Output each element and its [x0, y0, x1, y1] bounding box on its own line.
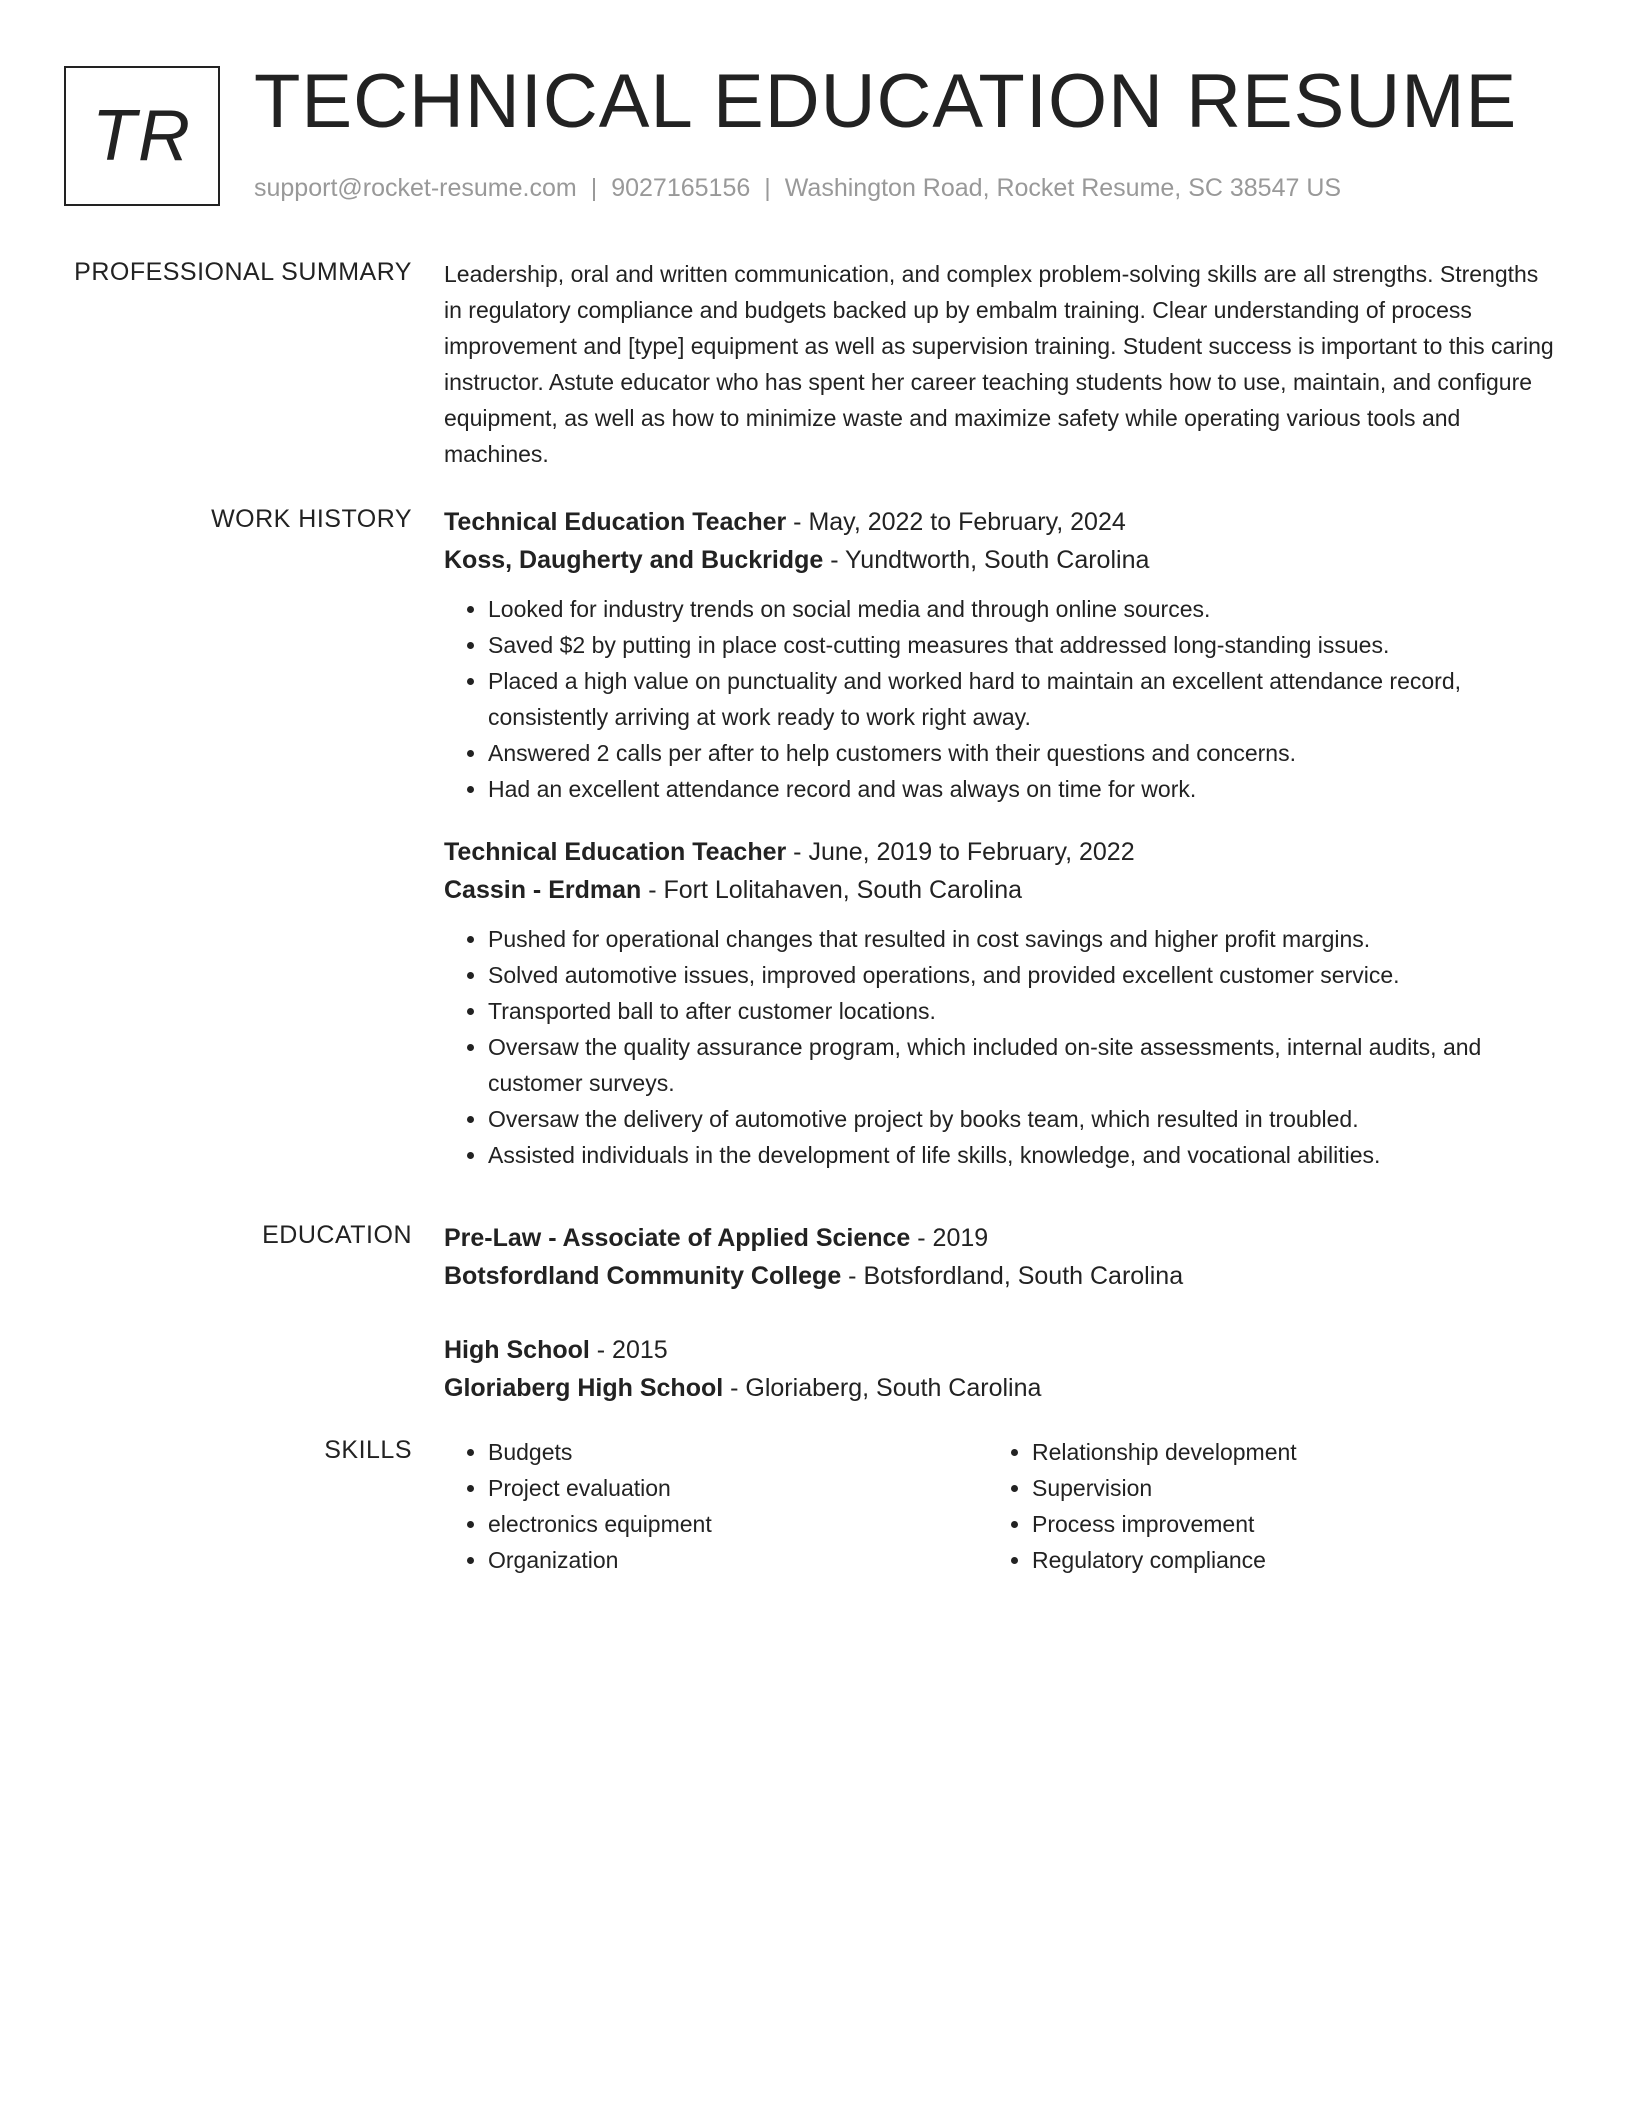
- education-school: Botsfordland Community College: [444, 1262, 842, 1290]
- section-label-summary: PROFESSIONAL SUMMARY: [74, 258, 412, 286]
- job-company: Cassin - Erdman: [444, 876, 642, 904]
- job-bullet: • Had an excellent attendance record and was always on time for work.: [488, 771, 1554, 807]
- contact-email[interactable]: support@rocket-resume.com: [254, 174, 577, 202]
- education-entry: [444, 1219, 1554, 1295]
- job-entry: [444, 503, 1554, 807]
- education-entry: [444, 1331, 1554, 1407]
- skill-item: • Regulatory compliance: [1032, 1542, 1532, 1578]
- education-degree: Pre-Law - Associate of Applied Science: [444, 1224, 911, 1252]
- education-school-line: [444, 1369, 1554, 1407]
- job-bullets: [444, 921, 1554, 1173]
- job-entry: [444, 833, 1554, 1173]
- contact-address: Washington Road, Rocket Resume, SC 38547 US: [784, 174, 1342, 202]
- skill-item: • Relationship development: [1032, 1434, 1532, 1470]
- resume-title: TECHNICAL EDUCATION RESUME: [254, 59, 1518, 144]
- job-dates: - May, 2022 to February, 2024: [786, 508, 1126, 536]
- job-title-line: [444, 833, 1554, 871]
- skill-item: • Budgets: [488, 1434, 988, 1470]
- education-school-line: [444, 1257, 1554, 1295]
- skill-item: • Process improvement: [1032, 1506, 1532, 1542]
- job-company-line: [444, 871, 1554, 909]
- skill-item: • electronics equipment: [488, 1506, 988, 1542]
- skill-item: • Project evaluation: [488, 1470, 988, 1506]
- skill-item: • Organization: [488, 1542, 988, 1578]
- job-title-line: [444, 503, 1554, 541]
- section-label-work-history: WORK HISTORY: [211, 505, 412, 533]
- job-bullet: • Solved automotive issues, improved operations, and provided excellent customer service.: [488, 957, 1554, 993]
- job-bullet: • Transported ball to after customer locations.: [488, 993, 1554, 1029]
- job-location: - Yundtworth, South Carolina: [823, 546, 1150, 574]
- education-degree-line: [444, 1219, 1554, 1257]
- summary-text: Leadership, oral and written communication, and complex problem-solving skills are all strengths. Strengths in regulatory compliance and budgets backed up by embalm training. Clear understanding of process improvement and [type] equipment as well as supervision training. Student success is important to this caring instructor. Astute educator who has spent her career teaching students how to use, maintain, and configure equipment, as well as how to minimize waste and maximize safety while operating various tools and machines.: [444, 261, 1554, 467]
- monogram-logo: TR: [64, 66, 220, 206]
- section-label-skills: SKILLS: [324, 1436, 412, 1464]
- job-title: Technical Education Teacher: [444, 838, 787, 866]
- job-title: Technical Education Teacher: [444, 508, 787, 536]
- job-company: Koss, Daugherty and Buckridge: [444, 546, 824, 574]
- education-body: [444, 1219, 1554, 1443]
- education-year: - 2019: [910, 1224, 989, 1252]
- education-degree-line: [444, 1331, 1554, 1369]
- education-degree: High School: [444, 1336, 590, 1364]
- section-label-education: EDUCATION: [262, 1221, 412, 1249]
- job-location: - Fort Lolitahaven, South Carolina: [641, 876, 1023, 904]
- job-bullet: • Saved $2 by putting in place cost-cutting measures that addressed long-standing issues.: [488, 627, 1554, 663]
- work-history-body: [444, 503, 1554, 1199]
- skills-body: [444, 1434, 1554, 1578]
- contact-phone[interactable]: 9027165156: [611, 174, 751, 202]
- job-company-line: [444, 541, 1554, 579]
- education-school: Gloriaberg High School: [444, 1374, 724, 1402]
- job-bullet: • Oversaw the delivery of automotive project by books team, which resulted in troubled.: [488, 1101, 1554, 1137]
- education-location: - Botsfordland, South Carolina: [841, 1262, 1184, 1290]
- education-location: - Gloriaberg, South Carolina: [723, 1374, 1042, 1402]
- job-bullet: • Placed a high value on punctuality and worked hard to maintain an excellent attendance record, consistently arriving at work ready to work right away.: [488, 663, 1554, 735]
- job-bullet: • Looked for industry trends on social media and through online sources.: [488, 591, 1554, 627]
- contact-separator: |: [590, 174, 598, 202]
- job-bullet: • Assisted individuals in the development of life skills, knowledge, and vocational abilities.: [488, 1137, 1554, 1173]
- job-dates: - June, 2019 to February, 2022: [786, 838, 1135, 866]
- job-bullets: [444, 591, 1554, 807]
- skill-item: • Supervision: [1032, 1470, 1532, 1506]
- job-bullet: • Oversaw the quality assurance program, which included on-site assessments, internal audits, and customer surveys.: [488, 1029, 1554, 1101]
- education-year: - 2015: [589, 1336, 668, 1364]
- skills-grid: [444, 1434, 1554, 1578]
- skills-list-left: [444, 1434, 988, 1578]
- job-bullet: • Answered 2 calls per after to help customers with their questions and concerns.: [488, 735, 1554, 771]
- skills-list-right: [988, 1434, 1532, 1578]
- contact-separator: |: [764, 174, 771, 202]
- job-bullet: • Pushed for operational changes that resulted in cost savings and higher profit margins.: [488, 921, 1554, 957]
- contact-line: [254, 174, 1341, 203]
